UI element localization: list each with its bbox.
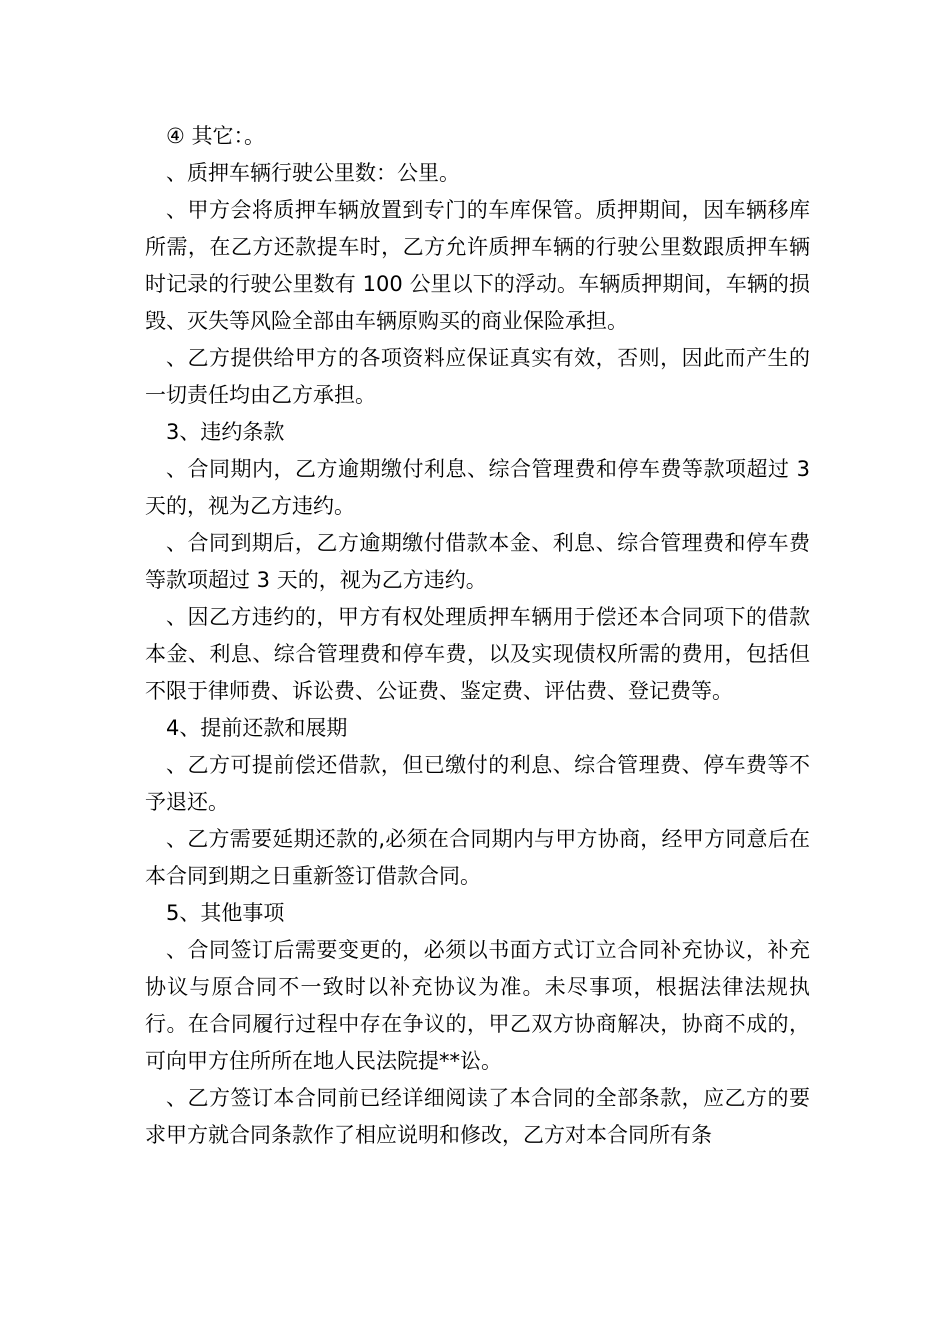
paragraph-breach-during: 、合同期内，乙方逾期缴付利息、综合管理费和停车费等款项超过 3 天的，视为乙方违约。 [145, 457, 810, 518]
paragraph-acknowledgement: 、乙方签订本合同前已经详细阅读了本合同的全部条款，应乙方的要求甲方就合同条款作了相应说明和修改，乙方对本合同所有条 [145, 1086, 810, 1147]
paragraph-materials: 、乙方提供给甲方的各项资料应保证真实有效，否则，因此而产生的一切责任均由乙方承担。 [145, 346, 810, 407]
section-heading-other: 5、其他事项 [166, 901, 285, 925]
document-body [145, 118, 810, 1154]
section-heading-prepayment: 4、提前还款和展期 [166, 716, 348, 740]
paragraph-mileage: 、质押车辆行驶公里数：公里。 [166, 161, 460, 185]
paragraph-garage: 、甲方会将质押车辆放置到专门的车库保管。质押期间，因车辆移库所需，在乙方还款提车时，乙方允许质押车辆的行驶公里数跟质押车辆时记录的行驶公里数有 100 公里以下的浮动。车辆质押期间，车辆的损毁、灭失等风险全部由车辆原购买的商业保险承担。 [145, 198, 810, 333]
paragraph-other: ④ 其它：。 [166, 124, 266, 148]
section-heading-breach: 3、违约条款 [166, 420, 285, 444]
paragraph-amendment: 、合同签订后需要变更的，必须以书面方式订立合同补充协议，补充协议与原合同不一致时以补充协议为准。未尽事项，根据法律法规执行。在合同履行过程中存在争议的，甲乙双方协商解决，协商不成的，可向甲方住所所在地人民法院提**讼。 [145, 938, 810, 1073]
paragraph-breach-after: 、合同到期后，乙方逾期缴付借款本金、利息、综合管理费和停车费等款项超过 3 天的，视为乙方违约。 [145, 531, 810, 592]
paragraph-prepayment: 、乙方可提前偿还借款，但已缴付的利息、综合管理费、停车费等不予退还。 [145, 753, 810, 814]
paragraph-breach-remedy: 、因乙方违约的，甲方有权处理质押车辆用于偿还本合同项下的借款本金、利息、综合管理费和停车费，以及实现债权所需的费用，包括但不限于律师费、诉讼费、公证费、鉴定费、评估费、登记费等。 [145, 605, 810, 703]
paragraph-extension: 、乙方需要延期还款的,必须在合同期内与甲方协商，经甲方同意后在本合同到期之日重新签订借款合同。 [145, 827, 810, 888]
